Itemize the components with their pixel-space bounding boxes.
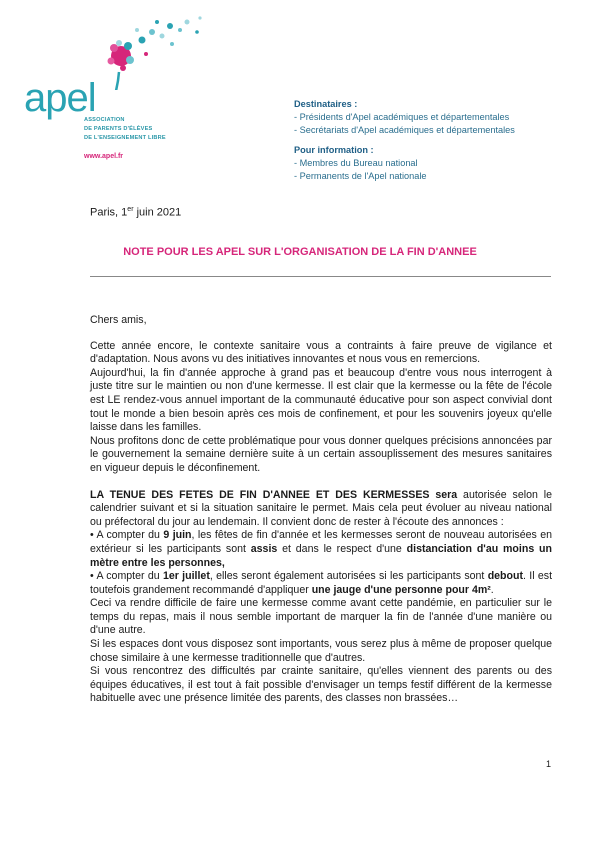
text: et dans le respect d'une bbox=[277, 542, 407, 555]
paragraph: Si vous rencontrez des difficultés par crainte sanitaire, qu'elles viennent des parents ou des équipes éducatives, il est tout à fait possible d'envisager un temps festif différent de la kermesse habituelle avec une présence limitée des parents, des classes non brassées… bbox=[90, 665, 552, 705]
letter-date bbox=[90, 206, 181, 219]
bullet-item bbox=[90, 570, 552, 597]
bold-text: 9 juin bbox=[163, 529, 192, 542]
bold-text: LA TENUE DES FETES DE FIN D'ANNEE ET DES KERMESSES sera bbox=[90, 488, 458, 501]
bullet-item bbox=[90, 529, 552, 570]
paragraph: Nous profitons donc de cette problématique pour vous donner quelques précisions annoncées par le gouvernement la semaine dernière suite à un certain assouplissement des mesures sanitaires en vigueur depuis le déconfinement. bbox=[90, 434, 552, 474]
bold-text: 1er juillet bbox=[162, 570, 210, 583]
text: , les fêtes de fin d'année et les kermesses seront de nouveau autorisées en extérieur si les participants sont bbox=[90, 529, 553, 555]
association-name bbox=[84, 116, 166, 143]
bold-text: assis bbox=[250, 542, 278, 555]
paragraph-schedule bbox=[90, 489, 552, 530]
association-line: DE PARENTS D'ÉLÈVES bbox=[84, 126, 153, 132]
association-line: DE L'ENSEIGNEMENT LIBRE bbox=[84, 135, 166, 141]
date-prefix: Paris, 1 bbox=[90, 206, 128, 219]
paragraph: Si les espaces dont vous disposez sont importants, vous serez plus à même de proposer quelque chose similaire à une kermesse traditionnelle que d'autres. bbox=[90, 638, 552, 664]
letter-body bbox=[90, 314, 552, 706]
text: • A compter du bbox=[90, 570, 163, 583]
recipients-block bbox=[294, 98, 515, 183]
paragraph: Cette année encore, le contexte sanitaire vous a contraints à faire preuve de vigilance et d'adaptation. Nous avons vu des initiatives innovantes et nous vous en remercions. bbox=[90, 339, 552, 366]
text: . bbox=[490, 583, 494, 596]
bold-text: une jauge d'une personne pour 4m² bbox=[311, 583, 491, 596]
date-sup: er bbox=[127, 206, 134, 213]
bold-text: debout bbox=[487, 570, 523, 583]
recipients-label: Destinataires : bbox=[294, 99, 358, 109]
text: . Il est toutefois grandement recommandé d'appliquer bbox=[90, 570, 553, 596]
recipient-item: - Présidents d'Apel académiques et départementales bbox=[294, 112, 510, 122]
text: • A compter du bbox=[90, 529, 164, 542]
info-label: Pour information : bbox=[294, 145, 374, 155]
text: , elles seront également autorisées si les participants sont bbox=[209, 570, 488, 583]
date-suffix: juin 2021 bbox=[133, 206, 182, 219]
recipient-item: - Secrétariats d'Apel académiques et départementales bbox=[294, 125, 515, 135]
document-title: NOTE POUR LES APEL SUR L'ORGANISATION DE LA FIN D'ANNEE bbox=[123, 246, 477, 258]
page-number: 1 bbox=[546, 759, 552, 769]
paragraph: Aujourd'hui, la fin d'année approche à grand pas et beaucoup d'entre vous nous interrogent à juste titre sur le maintien ou non d'une kermesse. Il est clair que la kermesse ou la fête de l'école est LE rendez-vous annuel important de la communauté éducative pour son aspect convivial dont tout le monde a bien besoin après ces mois de confinement, et pour les souvenirs joyeux qu'elle laisse dans les familles. bbox=[90, 366, 552, 434]
info-item: - Membres du Bureau national bbox=[294, 158, 418, 168]
logo-wordmark: apel bbox=[24, 76, 96, 120]
info-item: - Permanents de l'Apel nationale bbox=[294, 171, 427, 181]
greeting: Chers amis, bbox=[90, 314, 147, 326]
paragraph: Ceci va rendre difficile de faire une kermesse comme avant cette pandémie, en particulier sur le temps du repas, mais il nous semble important de marquer la fin de l'année d'une manière ou d'une autre. bbox=[90, 597, 552, 637]
association-line: ASSOCIATION bbox=[84, 117, 125, 123]
title-divider bbox=[90, 276, 551, 277]
text: autorisée selon le calendrier suivant et si la situation sanitaire le permet. Mais cela peut évoluer au niveau national ou préfectoral du jour au lendemain. Il convient donc de rester à l'écoute des annonces : bbox=[90, 488, 552, 528]
website-link[interactable]: www.apel.fr bbox=[84, 153, 124, 160]
bold-text: distanciation d'au moins un mètre entre les personnes, bbox=[90, 542, 552, 569]
